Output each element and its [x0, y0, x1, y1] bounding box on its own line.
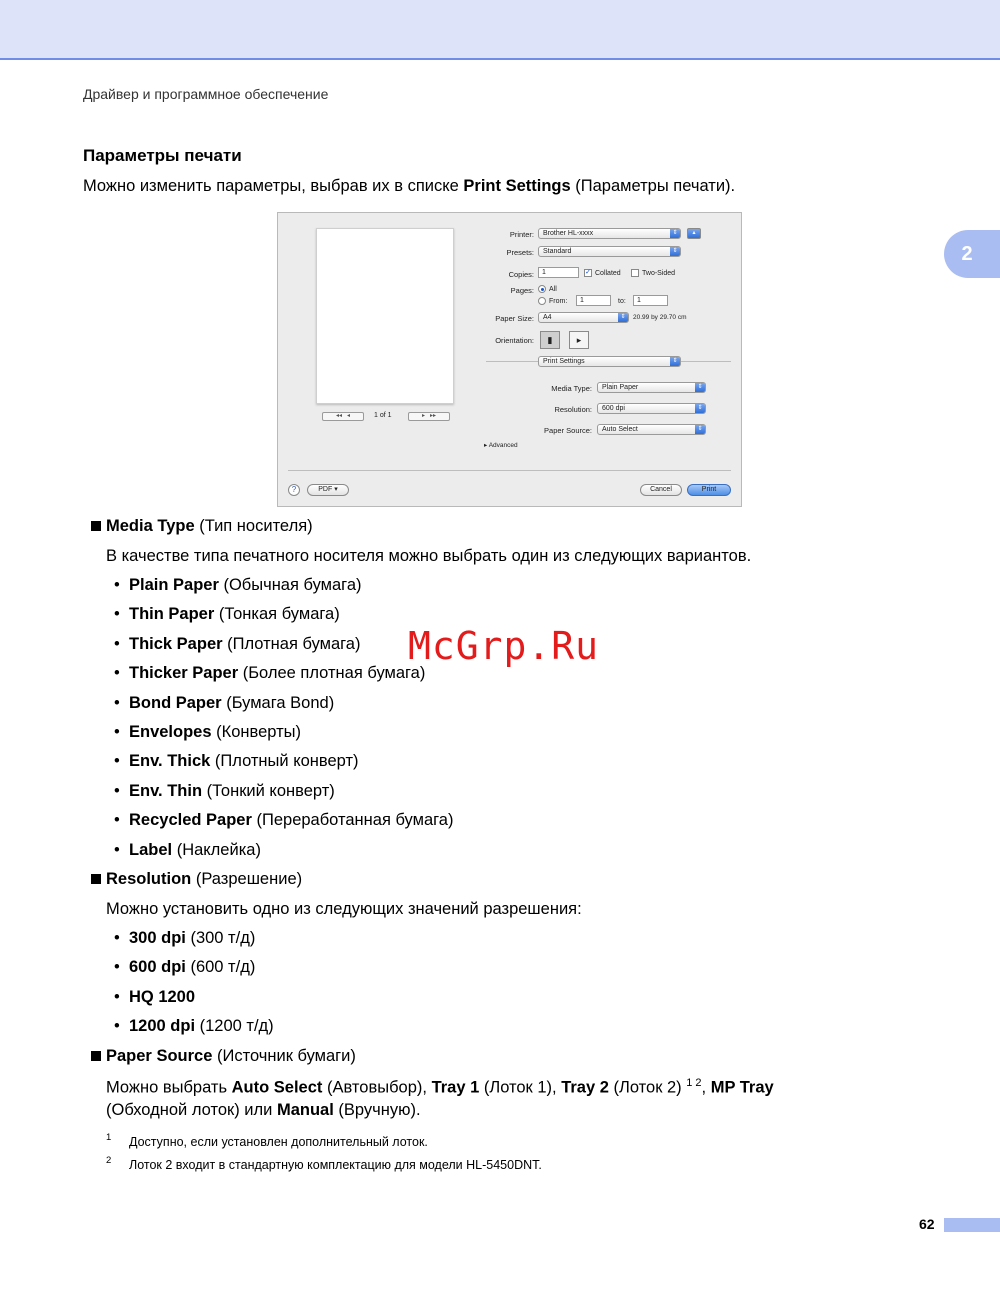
section-title: Параметры печати	[83, 146, 242, 165]
bullet-dot: •	[114, 752, 120, 770]
chevron-updown-icon: ⇕	[670, 247, 680, 256]
top-band	[0, 0, 1000, 60]
footnote-number: 1	[106, 1132, 112, 1143]
list-item: HQ 1200	[129, 988, 196, 1006]
list-item: Envelopes (Конверты)	[129, 723, 302, 741]
bullet-dot: •	[114, 723, 120, 741]
prev-page-buttons[interactable]: ◂◂ ◂	[322, 412, 364, 421]
chevron-updown-icon: ⇕	[618, 313, 628, 322]
list-item: 300 dpi (300 т/д)	[129, 929, 256, 947]
chevron-updown-icon: ⇕	[695, 383, 705, 392]
media-type-select[interactable]: Plain Paper ⇕	[597, 382, 706, 393]
panel-select[interactable]: Print Settings ⇕	[538, 356, 681, 367]
bullet-dot: •	[114, 605, 120, 623]
to-label: to:	[618, 298, 626, 305]
bullet-dot: •	[114, 958, 120, 976]
advanced-disclosure[interactable]: ▸ Advanced	[484, 442, 518, 449]
list-item: Plain Paper (Обычная бумага)	[129, 576, 362, 594]
divider	[486, 361, 538, 362]
section-intro: Можно изменить параметры, выбрав их в списке Print Settings (Параметры печати).	[83, 177, 736, 195]
list-item: 1200 dpi (1200 т/д)	[129, 1017, 274, 1035]
divider	[681, 361, 731, 362]
bullet-square	[91, 1051, 101, 1061]
resolution-heading: Resolution (Разрешение)	[106, 870, 303, 888]
paper-source-heading: Paper Source (Источник бумаги)	[106, 1047, 356, 1065]
two-sided-checkbox[interactable]	[631, 269, 639, 277]
bullet-dot: •	[114, 841, 120, 859]
to-input[interactable]: 1	[633, 295, 668, 306]
list-item: Env. Thick (Плотный конверт)	[129, 752, 359, 770]
presets-select[interactable]: Standard ⇕	[538, 246, 681, 257]
bullet-dot: •	[114, 988, 120, 1006]
pages-from-radio[interactable]	[538, 297, 546, 305]
bullet-dot: •	[114, 929, 120, 947]
media-type-heading: Media Type (Тип носителя)	[106, 517, 313, 535]
portrait-orientation-button[interactable]	[540, 331, 560, 349]
cancel-button[interactable]: Cancel	[640, 484, 682, 496]
disclosure-triangle-icon: ▸	[484, 442, 488, 449]
from-label: From:	[549, 298, 568, 305]
bullet-dot: •	[114, 694, 120, 712]
media-type-description: В качестве типа печатного носителя можно выбрать один из следующих вариантов.	[106, 547, 752, 565]
footnote-text: Лоток 2 входит в стандартную комплектацию для модели HL-5450DNT.	[129, 1158, 542, 1172]
paper-source-select[interactable]: Auto Select ⇕	[597, 424, 706, 435]
bullet-dot: •	[114, 664, 120, 682]
landscape-orientation-button[interactable]	[569, 331, 589, 349]
list-item: Recycled Paper (Переработанная бумага)	[129, 811, 454, 829]
pages-all-label: All	[549, 286, 557, 293]
paper-size-label: Paper Size:	[495, 314, 534, 323]
bullet-square	[91, 874, 101, 884]
page-number: 62	[919, 1216, 935, 1232]
paper-dimensions: 20.99 by 29.70 cm	[633, 314, 687, 321]
paper-size-select[interactable]: A4 ⇕	[538, 312, 629, 323]
landscape-icon: ▸	[576, 335, 582, 345]
resolution-description: Можно установить одно из следующих значений разрешения:	[106, 900, 582, 918]
page-preview	[316, 228, 454, 404]
bullet-dot: •	[114, 1017, 120, 1035]
list-item: Env. Thin (Тонкий конверт)	[129, 782, 335, 800]
list-item: Thicker Paper (Более плотная бумага)	[129, 664, 426, 682]
running-title: Драйвер и программное обеспечение	[83, 86, 329, 102]
print-dialog	[277, 212, 742, 507]
chevron-updown-icon: ⇕	[695, 404, 705, 413]
media-type-label: Media Type:	[551, 384, 592, 393]
list-item: Thick Paper (Плотная бумага)	[129, 635, 361, 653]
orientation-label: Orientation:	[495, 336, 534, 345]
chevron-updown-icon: ⇕	[670, 357, 680, 366]
footnote-text: Доступно, если установлен дополнительный лоток.	[129, 1135, 428, 1149]
from-input[interactable]: 1	[576, 295, 611, 306]
paper-source-line-2: (Обходной лоток) или Manual (Вручную).	[106, 1101, 421, 1119]
chevron-updown-icon: ⇕	[695, 425, 705, 434]
collated-label: Collated	[595, 270, 621, 277]
page-number-bar	[944, 1218, 1000, 1232]
bullet-dot: •	[114, 811, 120, 829]
paper-source-line-1: Можно выбрать Auto Select (Автовыбор), Tray 1 (Лоток 1), Tray 2 (Лоток 2) $^{1 2}$, MP Tray	[106, 1077, 774, 1097]
bullet-dot: •	[114, 576, 120, 594]
chevron-updown-icon: ⇕	[670, 229, 680, 238]
expand-dialog-button[interactable]: ▴	[687, 228, 701, 239]
bullet-square	[91, 521, 101, 531]
list-item: Label (Наклейка)	[129, 841, 261, 859]
help-button[interactable]: ?	[288, 484, 300, 496]
list-item: Bond Paper (Бумага Bond)	[129, 694, 335, 712]
copies-label: Copies:	[508, 270, 534, 279]
bullet-dot: •	[114, 635, 120, 653]
footnote-number: 2	[106, 1155, 112, 1166]
two-sided-label: Two-Sided	[642, 270, 676, 277]
printer-label: Printer:	[509, 230, 534, 239]
print-button[interactable]: Print	[687, 484, 731, 496]
pdf-button[interactable]: PDF ▾	[307, 484, 349, 496]
divider	[288, 470, 731, 471]
watermark: McGrp.Ru	[408, 624, 600, 668]
chapter-tab: 2	[944, 230, 1000, 278]
pages-all-radio[interactable]	[538, 285, 546, 293]
copies-input[interactable]: 1	[538, 267, 579, 278]
bullet-dot: •	[114, 782, 120, 800]
pages-label: Pages:	[510, 286, 534, 295]
paper-source-label: Paper Source:	[544, 426, 592, 435]
printer-select[interactable]: Brother HL-xxxx ⇕	[538, 228, 681, 239]
page-count: 1 of 1	[374, 412, 392, 419]
presets-label: Presets:	[506, 248, 534, 257]
resolution-select[interactable]: 600 dpi ⇕	[597, 403, 706, 414]
next-page-buttons[interactable]: ▸ ▸▸	[408, 412, 450, 421]
list-item: 600 dpi (600 т/д)	[129, 958, 256, 976]
portrait-icon: ▮	[547, 335, 553, 345]
resolution-label: Resolution:	[554, 405, 592, 414]
list-item: Thin Paper (Тонкая бумага)	[129, 605, 340, 623]
collated-checkbox[interactable]: ✓	[585, 269, 591, 276]
